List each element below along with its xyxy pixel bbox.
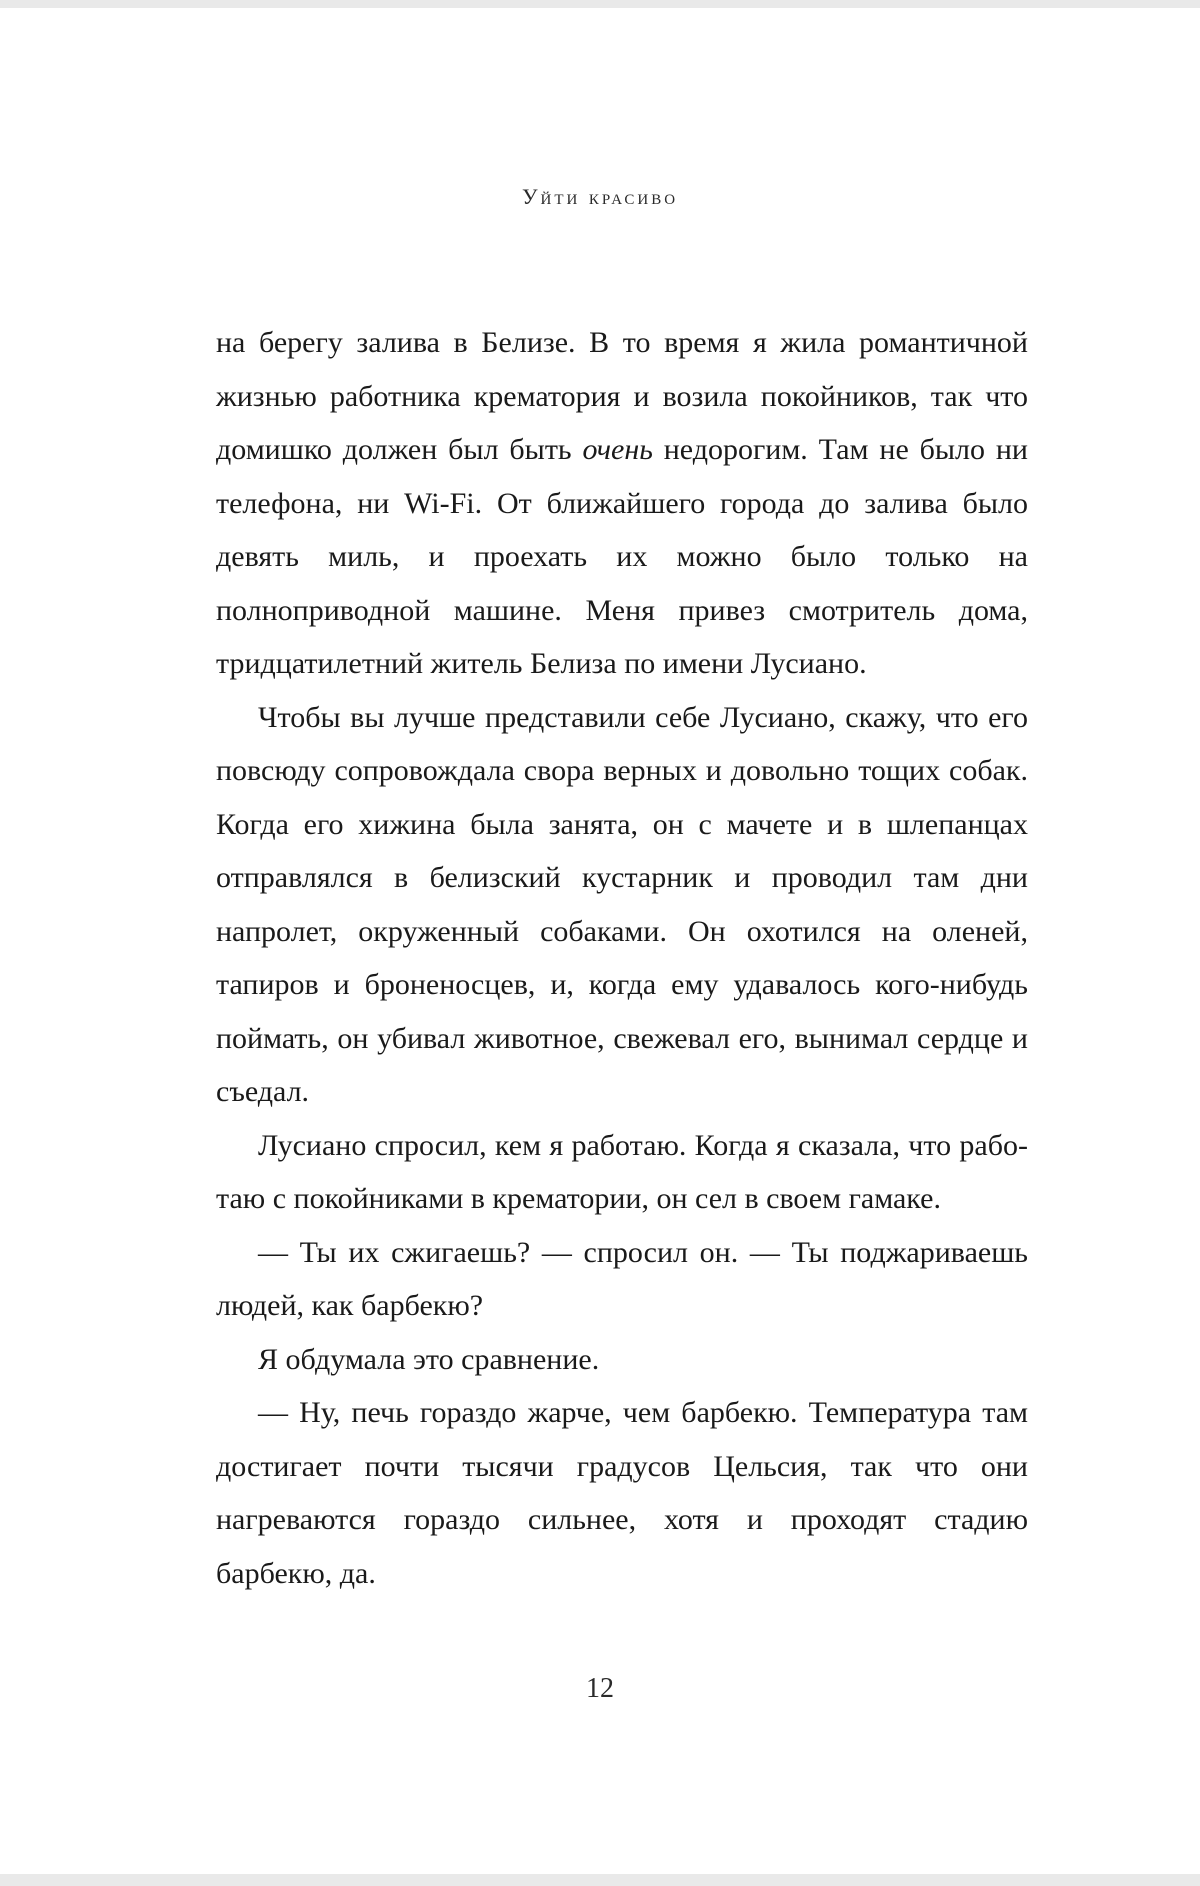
paragraph-3: Лусиано спросил, кем я работаю. Когда я сказала, что работаю с покойниками в крематории, он сел в своем гамаке. <box>216 1128 1028 1215</box>
paragraph-2: Чтобы вы лучше представили себе Лусиано, скажу, что его повсюду сопровождала свора верных и довольно тощих собак. Когда его хижина была занята, он с мачете и в шлепанцах отправлялся в белизский кустарник и проводил там дни напролет, окруженный собаками. Он охотился на оленей, тапиров и броненосцев, и, когда ему удавалось кого-нибудь поймать, он убивал животное, свежевал его, вынимал сердце и съедал. <box>216 700 1028 1108</box>
running-head: Уйти красиво <box>521 184 679 209</box>
body-text <box>216 316 1028 1600</box>
paragraph-1-text-start: на берегу залива в Белизе. В то время я жила романтичной жизнью работника крематория и возила покойников, так что домишко должен был быть <box>216 326 1028 466</box>
paragraph-4: — Ты их сжигаешь? — спросил он. — Ты поджариваешь людей, как барбекю? <box>216 1235 1028 1322</box>
paragraph-6: — Ну, печь гораздо жарче, чем барбекю. Температура там достигает почти тысячи градусов Цельсия, так что они нагреваются гораздо сильнее, хотя и проходят стадию барбекю, да. <box>216 1396 1028 1590</box>
paragraph-1-text-end: недорогим. Там не было ни телефона, ни Wi-Fi. От ближайшего города до залива было девять миль, и проехать их можно было только на полноприводной машине. Меня привез смотритель дома, тридцатилетний житель Белиза по имени Лусиано. <box>216 433 1028 680</box>
paragraph-1 <box>216 316 1028 691</box>
paragraph-5: Я обдумала это сравнение. <box>258 1342 600 1376</box>
page-number: 12 <box>586 1673 614 1704</box>
emphasis-word: очень <box>582 433 653 466</box>
book-page <box>0 8 1200 1874</box>
